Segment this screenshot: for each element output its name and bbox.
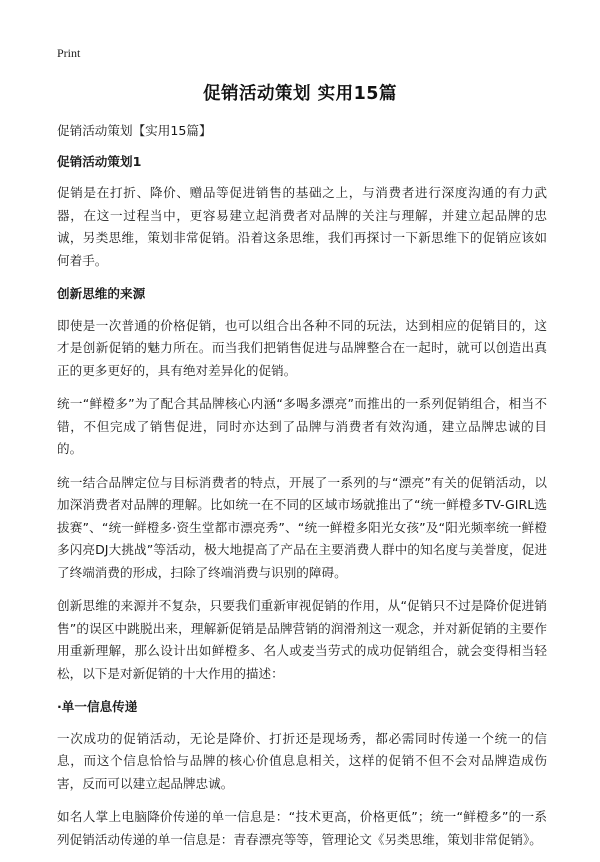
paragraph: 统一“鲜橙多”为了配合其品牌核心内涵“多喝多漂亮”而推出的一系列促销组合，相当不错，不但完成了销售促进，同时亦达到了品牌与消费者有效沟通，建立品牌忠诚的目的。 (57, 396, 547, 456)
paragraph: 如名人掌上电脑降价传递的单一信息是：“技术更高，价格更低”；统一“鲜橙多”的一系列促销活动传递的单一信息是：青春漂亮等等，管理论文《另类思维，策划非常促销》。 (57, 809, 547, 847)
section-heading: 促销活动策划1 (57, 153, 142, 169)
page-title: 促销活动策划 实用15篇 (203, 84, 397, 104)
paragraph: 统一结合品牌定位与目标消费者的特点，开展了一系列的与“漂亮”有关的促销活动，以加深消费者对品牌的理解。比如统一在不同的区域市场就推出了“统一鲜橙多TV-GIRL选拔赛”、“统一鲜橙多·资生堂都市漂亮秀”、“统一鲜橙多阳光女孩”及“阳光频率统一鲜橙多闪亮DJ大挑战”等活动，极大地提高了产品在主要消费人群中的知名度与美誉度，促进了终端消费的形成，扫除了终端消费与识别的障碍。 (57, 474, 547, 580)
document-body (57, 120, 547, 862)
section-heading: ·单一信息传递 (57, 699, 138, 714)
section-heading: 创新思维的来源 (57, 286, 146, 301)
paragraph: 即使是一次普通的价格促销，也可以组合出各种不同的玩法，达到相应的促销目的，这才是创新促销的魅力所在。而当我们把销售促进与品牌整合在一起时，就可以创造出真正的更多更好的，具有绝对差异化的促销。 (57, 317, 547, 378)
paragraph: 创新思维的来源并不复杂，只要我们重新审视促销的作用，从“促销只不过是降价促进销售”的误区中跳脱出来，理解新促销是品牌营销的润滑剂这一观念，并对新促销的主要作用重新理解，那么设计出如鲜橙多、名人或麦当劳式的成功促销组合，就会变得相当轻松，以下是对新促销的十大作用的描述： (57, 598, 547, 681)
paragraph: 促销是在打折、降价、赠品等促进销售的基础之上，与消费者进行深度沟通的有力武器，在这一过程当中，更容易建立起消费者对品牌的关注与理解，并建立起品牌的忠诚，另类思维，策划非常促销。沿着这条思维，我们再探讨一下新思维下的促销应该如何着手。 (57, 185, 547, 268)
paragraph: 一次成功的促销活动，无论是降价、打折还是现场秀，都必需同时传递一个统一的信息，而这个信息恰恰与品牌的核心价值息息相关，这样的促销不但不会对品牌造成伤害，反而可以建立起品牌忠诚。 (57, 730, 547, 791)
print-label: Print (57, 46, 81, 60)
document-subtitle: 促销活动策划【实用15篇】 (57, 123, 212, 138)
